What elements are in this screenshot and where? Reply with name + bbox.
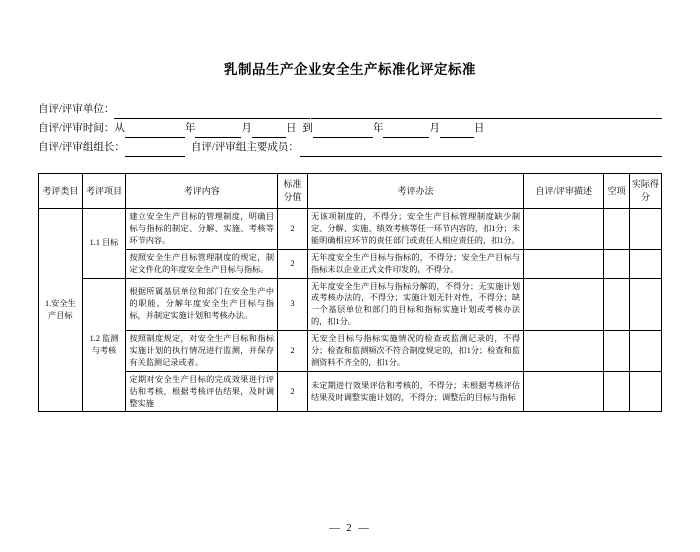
to-month-input[interactable] [383, 125, 429, 138]
cell-content: 按照安全生产目标管理制度的规定，制定文件化的年度安全生产目标与指标。 [126, 249, 278, 278]
col-header-method-l1: 考评办法 [397, 185, 434, 196]
members-label: 自评/评审组主要成员： [190, 142, 299, 153]
meta-block [38, 100, 662, 157]
time-to-label: 到 [302, 123, 313, 134]
cell-method: 无该项制度的，不得分；安全生产目标管理制度缺少制定、分解、实施、绩效考核等任一环节内容的，扣1分；未能明确相应环节的责任部门或责任人相应责任的，扣1分。 [307, 209, 523, 250]
col-header-content [126, 174, 278, 209]
cell-project-1-1: 1.1 目标 [82, 209, 126, 278]
from-month-unit: 月 [241, 123, 252, 134]
to-year-input[interactable] [313, 125, 373, 138]
col-header-project [82, 174, 126, 209]
members-input[interactable] [300, 144, 662, 157]
meta-row-time [38, 119, 662, 138]
col-header-content-l1: 考评内容 [183, 185, 220, 196]
evaluation-table [38, 173, 662, 412]
cell-actual-score[interactable] [629, 249, 661, 278]
meta-row-leader [38, 138, 662, 157]
col-header-score-l1: 标准分值 [283, 179, 302, 203]
from-day-unit: 日 [285, 123, 297, 134]
cell-actual-score[interactable] [629, 209, 661, 250]
col-header-actual-l1: 实际得分 [631, 179, 659, 203]
cell-category: 1.安全生产目标 [39, 209, 83, 412]
cell-empty-flag[interactable] [604, 249, 629, 278]
cell-content: 根据所属基层单位和部门在安全生产中的职能，分解年度安全生产目标与指标，并制定实施计划和考核办法。 [126, 278, 278, 331]
cell-score: 3 [278, 278, 308, 331]
table-row [39, 331, 662, 372]
unit-label: 自评/评审单位： [38, 104, 115, 115]
to-day-input[interactable] [440, 125, 474, 138]
cell-method: 无年度安全生产目标与指标的，不得分；安全生产目标与指标未以企业正式文件印发的，不得分。 [307, 249, 523, 278]
table-row [39, 371, 662, 412]
col-header-category [39, 174, 83, 209]
leader-input[interactable] [125, 144, 185, 157]
document-page [0, 58, 700, 552]
cell-actual-score[interactable] [629, 331, 661, 372]
cell-empty-flag[interactable] [604, 209, 629, 250]
col-header-empty-l1: 空项 [607, 185, 626, 196]
cell-score: 2 [278, 249, 308, 278]
to-day-unit: 日 [473, 123, 485, 134]
cell-description[interactable] [524, 371, 604, 412]
unit-input[interactable] [114, 106, 310, 119]
table-header-row [39, 174, 662, 209]
from-month-input[interactable] [195, 125, 241, 138]
cell-description[interactable] [524, 278, 604, 331]
cell-content: 按照制度规定，对安全生产目标和指标实施计划的执行情况进行监测，并保存有关监测记录或者。 [126, 331, 278, 372]
cell-score: 2 [278, 371, 308, 412]
cell-method: 无年度安全生产目标与指标分解的，不得分；无实施计划或考核办法的，不得分；实施计划无针对性，不得分；缺一个基层单位和部门的目标和指标实施计划或考核办法的，扣1分。 [307, 278, 523, 331]
cell-score: 2 [278, 331, 308, 372]
cell-content: 定期对安全生产目标的完成效果进行评估和考核，根据考核评估结果，及时调整实施 [126, 371, 278, 412]
cell-actual-score[interactable] [629, 371, 661, 412]
cell-empty-flag[interactable] [604, 371, 629, 412]
from-year-input[interactable] [125, 125, 185, 138]
cell-method: 无安全目标与指标实施情况的检查或监测记录的，不得分；检查和监测频次不符合制度规定的，扣1分；检查和监测资料不齐全的，扣1分。 [307, 331, 523, 372]
cell-method: 未定期进行效果评估和考核的，不得分；未根据考核评估结果及时调整实施计划的，不得分；调整后的目标与指标 [307, 371, 523, 412]
cell-score: 2 [278, 209, 308, 250]
leader-label: 自评/评审组组长： [38, 142, 125, 153]
col-header-project-l1: 考评项目 [86, 185, 123, 196]
to-year-unit: 年 [372, 123, 384, 134]
unit-input-ext[interactable] [311, 106, 662, 119]
col-header-empty [604, 174, 629, 209]
from-year-unit: 年 [184, 123, 196, 134]
cell-description[interactable] [524, 331, 604, 372]
col-header-description-l1: 自评/评审描述 [535, 185, 593, 196]
cell-actual-score[interactable] [629, 278, 661, 331]
cell-content: 建立安全生产目标的管理制度，明确目标与指标的制定、分解、实施、考核等环节内容。 [126, 209, 278, 250]
from-day-input[interactable] [252, 125, 286, 138]
col-header-category-l1: 考评类目 [42, 185, 79, 196]
page-title: 乳制品生产企业安全生产标准化评定标准 [224, 62, 476, 77]
col-header-actual [629, 174, 661, 209]
page-number: — 2 — [329, 523, 371, 534]
table-row [39, 209, 662, 250]
cell-empty-flag[interactable] [604, 278, 629, 331]
cell-empty-flag[interactable] [604, 331, 629, 372]
table-row [39, 249, 662, 278]
meta-row-unit [38, 100, 662, 119]
col-header-score [278, 174, 308, 209]
cell-description[interactable] [524, 249, 604, 278]
col-header-description [524, 174, 604, 209]
cell-project-1-2: 1.2 监测与考核 [82, 278, 126, 412]
time-label: 自评/评审时间：从 [38, 123, 125, 134]
to-month-unit: 月 [429, 123, 440, 134]
col-header-method [307, 174, 523, 209]
table-row [39, 278, 662, 331]
cell-description[interactable] [524, 209, 604, 250]
